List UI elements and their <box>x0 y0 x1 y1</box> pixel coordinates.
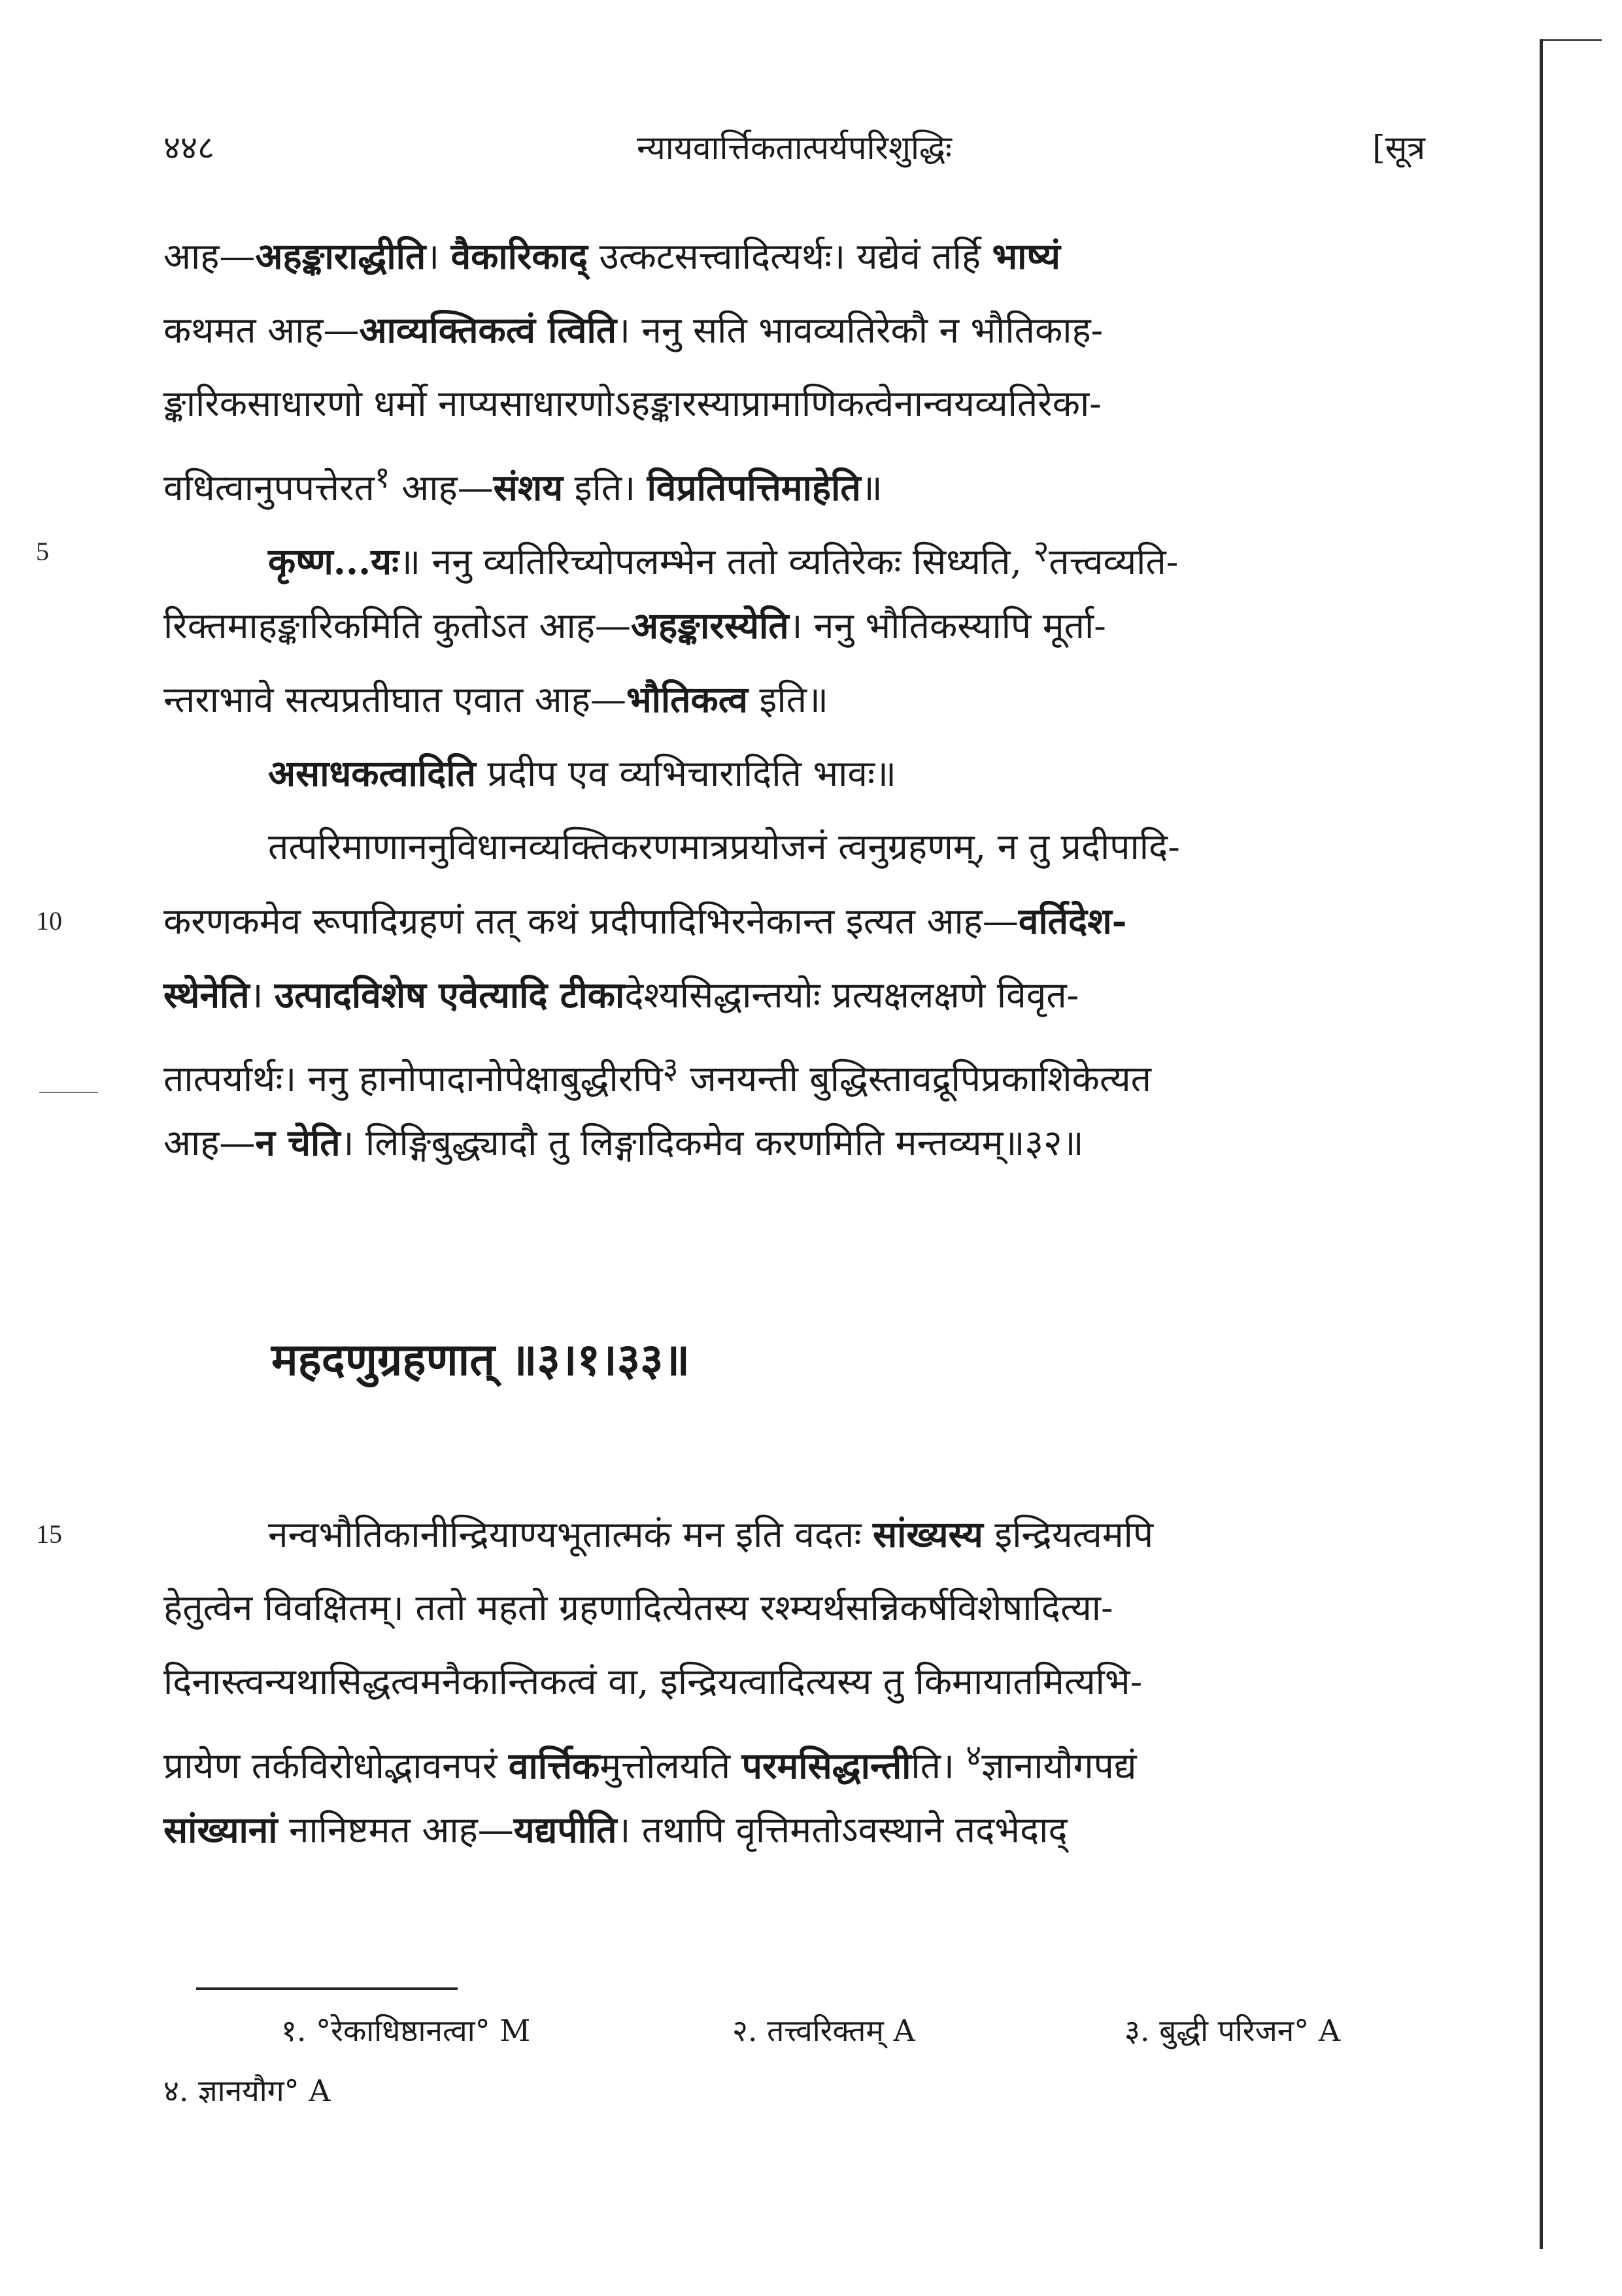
page-edge-line <box>1540 39 1543 2249</box>
text-line <box>163 367 1432 441</box>
line-text: करणकमेव रूपादिग्रहणं तत् कथं प्रदीपादिभिरनेकान्त इत्यत आह—वर्तिदेश- <box>163 900 1127 942</box>
line-text: स्थेनेति। उत्पादविशेष एवेत्यादि टीकादेश्यसिद्धान्तयोः प्रत्यक्षलक्षणे विवृत- <box>163 973 1079 1016</box>
line-text: दिनास्त्वन्यथासिद्धत्वमनैकान्तिकत्वं वा, इन्द्रियत्वादित्यस्य तु किमायातमित्यभि- <box>163 1661 1143 1702</box>
commentary-block-1 <box>36 219 1432 1179</box>
page-edge-tick <box>1543 39 1602 41</box>
text-line <box>163 441 1432 515</box>
section-marker: [सूत्र <box>1372 129 1425 167</box>
text-line <box>163 810 1432 884</box>
page-header <box>163 124 1425 183</box>
line-number: 15 <box>36 1519 62 1549</box>
text-line <box>36 515 1432 588</box>
line-number: 5 <box>36 537 49 566</box>
footnote-2: २. तत्त्वरिक्तम् A <box>732 2013 915 2048</box>
text-line <box>36 1497 1432 1571</box>
text-line <box>163 219 1432 293</box>
text-line <box>163 1719 1432 1793</box>
margin-dash-mark <box>39 1092 98 1093</box>
text-line <box>163 1106 1432 1179</box>
line-text: तत्परिमाणाननुविधानव्यक्तिकरणमात्रप्रयोजनं त्वनुग्रहणम्, न तु प्रदीपादि- <box>268 826 1180 868</box>
line-text: नन्वभौतिकानीन्द्रियाण्यभूतात्मकं मन इति वदतः सांख्यस्य इन्द्रियत्वमपि <box>268 1513 1154 1555</box>
text-line <box>163 588 1432 662</box>
footnote-3: ३. बुद्धी परिजन° A <box>1124 2013 1341 2048</box>
line-text: आह—न चेति। लिङ्गिबुद्ध्यादौ तु लिङ्गादिकमेव करणमिति मन्तव्यम्॥३२॥ <box>163 1121 1084 1164</box>
text-line <box>163 958 1432 1032</box>
line-number: 10 <box>36 906 62 936</box>
footnotes <box>163 2001 1432 2121</box>
line-text: प्रायेण तर्कविरोधोद्भावनपरं वार्त्तिकमुत्तोलयति परमसिद्धान्तीति। $^४$ज्ञानायौगपद्यं <box>163 1738 1137 1787</box>
text-line <box>163 1793 1432 1866</box>
line-text: तात्पर्यार्थः। ननु हानोपादानोपेक्षाबुद्धीरपि$^३$ जनयन्ती बुद्धिस्तावद्रूपिप्रकाशिकेत्यत <box>163 1051 1152 1100</box>
text-line <box>36 884 1432 958</box>
text-line <box>163 736 1432 810</box>
text-line <box>163 293 1432 367</box>
line-text: कृष्ण...यः॥ ननु व्यतिरिच्योपलम्भेन ततो व्यतिरेकः सिध्यति, $^२$तत्त्वव्यति- <box>268 533 1179 583</box>
running-title: न्यायवार्त्तिकतात्पर्यपरिशुद्धिः <box>637 129 952 167</box>
line-text: सांख्यानां नानिष्टमत आह—यद्यपीति। तथापि वृत्तिमतोऽवस्थाने तदभेदाद् <box>163 1808 1068 1851</box>
sutra-heading: महदणुग्रहणात् ॥३।१।३३॥ <box>271 1334 690 1386</box>
line-text: आह—अहङ्काराद्धीति। वैकारिकाद् उत्कटसत्त्वादित्यर्थः। यद्येवं तर्हि भाष्यं <box>163 235 1060 277</box>
footnote-4: ४. ज्ञानयौग° A <box>163 2073 331 2108</box>
line-text: न्तराभावे सत्यप्रतीघात एवात आह—भौतिकत्व इति॥ <box>163 678 828 720</box>
line-text: हेतुत्वेन विवक्षितम्। ततो महतो ग्रहणादित्येतस्य रश्म्यर्थसन्निकर्षविशेषादित्या- <box>163 1587 1113 1629</box>
footnote-row <box>163 2061 1432 2121</box>
text-line <box>163 1032 1432 1106</box>
footnote-1: १. °रेकाधिष्ठानत्वा° M <box>281 2013 531 2048</box>
footnote-rule <box>196 1987 458 1990</box>
text-line <box>163 1571 1432 1645</box>
footnote-row <box>163 2001 1432 2061</box>
line-text: रिक्तमाहङ्कारिकमिति कुतोऽत आह—अहङ्कारस्येति। ननु भौतिकस्यापि मूर्ता- <box>163 604 1106 647</box>
line-text: वधित्वानुपपत्तेरत$^१$ आह—संशय इति। विप्रतिपत्तिमाहेति॥ <box>163 460 883 509</box>
text-line <box>163 662 1432 736</box>
line-text: असाधकत्वादिति प्रदीप एव व्यभिचारादिति भावः॥ <box>268 752 897 794</box>
text-line <box>163 1645 1432 1719</box>
line-text: कथमत आह—आव्यक्तिकत्वं त्विति। ननु सति भावव्यतिरेकौ न भौतिकाह- <box>163 309 1104 351</box>
commentary-block-2 <box>36 1497 1432 1866</box>
page-number: ४४८ <box>163 129 214 167</box>
line-text: ङ्कारिकसाधारणो धर्मो नाप्यसाधारणोऽहङ्कारस्याप्रामाणिकत्वेनान्वयव्यतिरेका- <box>163 382 1102 424</box>
